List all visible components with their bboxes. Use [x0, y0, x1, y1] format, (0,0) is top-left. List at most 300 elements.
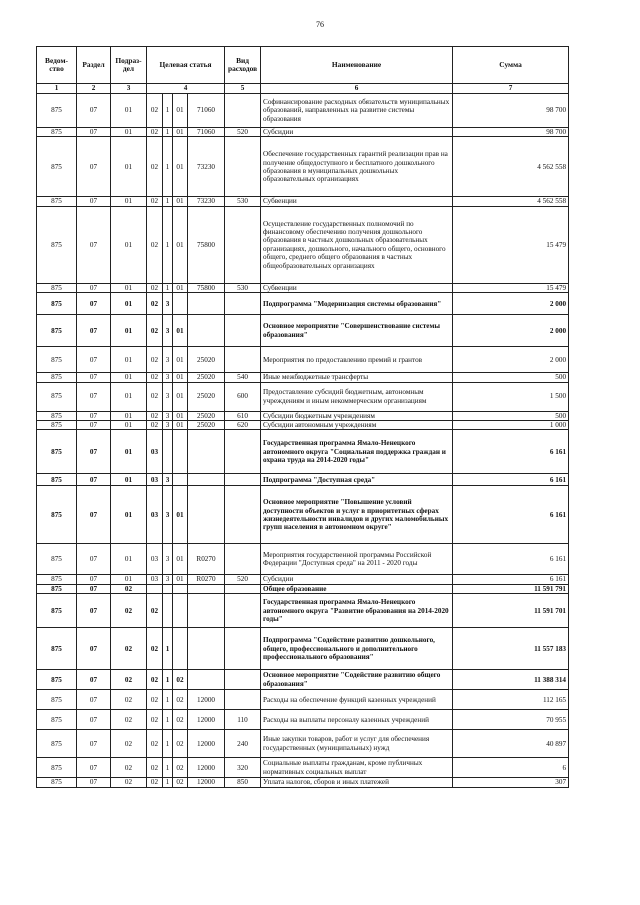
cell-dept: 875 [37, 197, 77, 206]
header-dept: Ведом-ство [37, 47, 77, 84]
cell-target-direction [188, 584, 225, 593]
table-row [37, 575, 569, 584]
cell-section: 07 [77, 94, 111, 128]
cell-name: Субсидии автономным учреждениям [261, 421, 453, 430]
cell-target-event: 02 [173, 670, 188, 690]
cell-target-event: 01 [173, 206, 188, 283]
cell-dept: 875 [37, 315, 77, 347]
cell-expense-type [225, 594, 261, 628]
cell-target-program: 02 [147, 594, 163, 628]
cell-name: Софинансирование расходных обязательств муниципальных образований, направленных на развитие системы образования [261, 94, 453, 128]
cell-subsection: 02 [111, 584, 147, 593]
cell-target-subprogram: 1 [163, 758, 173, 778]
cell-subsection: 01 [111, 315, 147, 347]
cell-name: Субсидии бюджетным учреждениям [261, 411, 453, 420]
cell-target-direction [188, 628, 225, 670]
cell-target-program: 02 [147, 128, 163, 137]
cell-target-event [173, 474, 188, 486]
cell-target-event [173, 293, 188, 315]
cell-target-program: 02 [147, 758, 163, 778]
cell-target-subprogram: 1 [163, 690, 173, 710]
cell-target-event [173, 430, 188, 474]
cell-target-program: 02 [147, 411, 163, 420]
cell-name: Основное мероприятие "Содействие развитию общего образования" [261, 670, 453, 690]
cell-target-program: 02 [147, 373, 163, 382]
cell-sum: 6 161 [453, 575, 569, 584]
cell-expense-type: 110 [225, 710, 261, 730]
cell-target-event: 02 [173, 710, 188, 730]
cell-expense-type: 620 [225, 421, 261, 430]
cell-sum: 500 [453, 373, 569, 382]
cell-target-direction: 25020 [188, 373, 225, 382]
cell-target-direction: 12000 [188, 730, 225, 758]
cell-section: 07 [77, 293, 111, 315]
cell-sum: 70 955 [453, 710, 569, 730]
cell-name: Субвенции [261, 283, 453, 292]
cell-dept: 875 [37, 710, 77, 730]
table-row [37, 730, 569, 758]
table-row [37, 94, 569, 128]
cell-target-subprogram: 3 [163, 474, 173, 486]
cell-expense-type: 610 [225, 411, 261, 420]
cell-subsection: 01 [111, 293, 147, 315]
cell-subsection: 02 [111, 690, 147, 710]
header-subsection: Подраз-дел [111, 47, 147, 84]
cell-target-program: 02 [147, 690, 163, 710]
cell-target-direction [188, 315, 225, 347]
cell-expense-type [225, 315, 261, 347]
cell-dept: 875 [37, 486, 77, 544]
cell-name: Предоставление субсидий бюджетным, автономным учреждениям и иным некоммерческим организациям [261, 382, 453, 411]
cell-target-subprogram: 3 [163, 347, 173, 373]
cell-target-direction: 12000 [188, 690, 225, 710]
cell-target-subprogram: 1 [163, 283, 173, 292]
cell-sum: 98 700 [453, 94, 569, 128]
cell-name: Государственная программа Ямало-Ненецкого автономного округа "Развитие образования на 2014-2020 годы" [261, 594, 453, 628]
cell-name: Иные закупки товаров, работ и услуг для обеспечения государственных (муниципальных) нужд [261, 730, 453, 758]
cell-subsection: 01 [111, 283, 147, 292]
column-number: 4 [147, 84, 225, 94]
table-row [37, 411, 569, 420]
header-section: Раздел [77, 47, 111, 84]
table-row [37, 758, 569, 778]
cell-name: Государственная программа Ямало-Ненецкого автономного округа "Социальная поддержка граждан и охрана труда на 2014-2020 годы" [261, 430, 453, 474]
cell-name: Осуществление государственных полномочий по финансовому обеспечению получения дошкольного образования в частных дошкольных образовательных организациях, дошкольного, начального общего, основного общего, среднего общего образования в частных общеобразовательных организациях [261, 206, 453, 283]
cell-target-program: 02 [147, 730, 163, 758]
cell-dept: 875 [37, 690, 77, 710]
cell-subsection: 02 [111, 670, 147, 690]
cell-sum: 307 [453, 778, 569, 787]
cell-target-program: 02 [147, 283, 163, 292]
cell-section: 07 [77, 710, 111, 730]
cell-target-event [173, 594, 188, 628]
cell-target-program: 02 [147, 206, 163, 283]
cell-subsection: 01 [111, 347, 147, 373]
cell-subsection: 01 [111, 128, 147, 137]
cell-section: 07 [77, 670, 111, 690]
table-row [37, 293, 569, 315]
cell-sum: 1 500 [453, 382, 569, 411]
cell-target-subprogram: 1 [163, 197, 173, 206]
cell-dept: 875 [37, 575, 77, 584]
cell-subsection: 01 [111, 382, 147, 411]
cell-dept: 875 [37, 283, 77, 292]
cell-dept: 875 [37, 382, 77, 411]
cell-target-direction: 25020 [188, 347, 225, 373]
table-row [37, 283, 569, 292]
cell-target-direction: 12000 [188, 758, 225, 778]
cell-subsection: 01 [111, 474, 147, 486]
cell-target-program: 02 [147, 382, 163, 411]
cell-target-subprogram [163, 584, 173, 593]
cell-section: 07 [77, 486, 111, 544]
cell-section: 07 [77, 347, 111, 373]
cell-expense-type [225, 137, 261, 197]
cell-section: 07 [77, 315, 111, 347]
cell-target-direction [188, 430, 225, 474]
cell-expense-type [225, 293, 261, 315]
cell-expense-type: 530 [225, 283, 261, 292]
cell-target-subprogram: 3 [163, 411, 173, 420]
cell-target-direction [188, 486, 225, 544]
cell-target-subprogram: 1 [163, 206, 173, 283]
cell-name: Расходы на выплаты персоналу казенных учреждений [261, 710, 453, 730]
cell-expense-type: 520 [225, 575, 261, 584]
cell-sum: 6 161 [453, 430, 569, 474]
cell-target-subprogram: 1 [163, 710, 173, 730]
table-body [37, 94, 569, 788]
cell-target-program: 02 [147, 347, 163, 373]
cell-target-subprogram: 3 [163, 575, 173, 584]
budget-table [36, 46, 569, 788]
cell-dept: 875 [37, 778, 77, 787]
header-name: Наименование [261, 47, 453, 84]
page-number: 76 [316, 20, 324, 29]
cell-subsection: 01 [111, 544, 147, 575]
table-row [37, 347, 569, 373]
cell-section: 07 [77, 628, 111, 670]
cell-target-event: 01 [173, 283, 188, 292]
cell-target-program: 03 [147, 486, 163, 544]
cell-section: 07 [77, 544, 111, 575]
cell-sum: 11 388 314 [453, 670, 569, 690]
cell-target-subprogram: 1 [163, 137, 173, 197]
table-row [37, 128, 569, 137]
cell-dept: 875 [37, 584, 77, 593]
cell-target-program: 02 [147, 778, 163, 787]
cell-expense-type [225, 690, 261, 710]
cell-dept: 875 [37, 347, 77, 373]
cell-dept: 875 [37, 730, 77, 758]
cell-target-program: 02 [147, 628, 163, 670]
cell-expense-type [225, 430, 261, 474]
cell-section: 07 [77, 137, 111, 197]
cell-target-event: 01 [173, 128, 188, 137]
cell-sum: 6 [453, 758, 569, 778]
cell-dept: 875 [37, 373, 77, 382]
cell-sum: 11 591 791 [453, 584, 569, 593]
cell-target-event: 01 [173, 421, 188, 430]
cell-target-program: 02 [147, 293, 163, 315]
cell-target-subprogram: 1 [163, 730, 173, 758]
cell-target-subprogram: 1 [163, 94, 173, 128]
cell-target-program: 03 [147, 544, 163, 575]
cell-sum: 1 000 [453, 421, 569, 430]
cell-target-event [173, 584, 188, 593]
cell-dept: 875 [37, 474, 77, 486]
cell-sum: 2 000 [453, 315, 569, 347]
cell-dept: 875 [37, 430, 77, 474]
cell-target-event: 01 [173, 137, 188, 197]
cell-target-direction [188, 670, 225, 690]
cell-name: Субсидии [261, 575, 453, 584]
column-number: 5 [225, 84, 261, 94]
cell-subsection: 01 [111, 575, 147, 584]
table-row [37, 315, 569, 347]
table-row [37, 373, 569, 382]
cell-section: 07 [77, 206, 111, 283]
cell-target-event: 01 [173, 347, 188, 373]
cell-section: 07 [77, 283, 111, 292]
cell-dept: 875 [37, 594, 77, 628]
cell-sum: 112 165 [453, 690, 569, 710]
cell-target-program: 02 [147, 315, 163, 347]
table-row [37, 197, 569, 206]
cell-section: 07 [77, 575, 111, 584]
cell-target-subprogram: 3 [163, 486, 173, 544]
cell-section: 07 [77, 474, 111, 486]
cell-target-event: 01 [173, 544, 188, 575]
cell-expense-type [225, 94, 261, 128]
cell-expense-type [225, 584, 261, 593]
cell-target-program: 02 [147, 94, 163, 128]
cell-section: 07 [77, 778, 111, 787]
cell-subsection: 02 [111, 758, 147, 778]
cell-subsection: 02 [111, 778, 147, 787]
cell-expense-type: 850 [225, 778, 261, 787]
cell-subsection: 01 [111, 94, 147, 128]
cell-target-program: 03 [147, 430, 163, 474]
table-row [37, 544, 569, 575]
cell-target-program: 02 [147, 710, 163, 730]
cell-name: Подпрограмма "Модернизация системы образования" [261, 293, 453, 315]
cell-target-subprogram [163, 430, 173, 474]
column-number: 7 [453, 84, 569, 94]
table-row [37, 670, 569, 690]
cell-target-direction: 75800 [188, 206, 225, 283]
cell-target-direction: R0270 [188, 544, 225, 575]
cell-target-subprogram [163, 594, 173, 628]
cell-dept: 875 [37, 544, 77, 575]
cell-target-event: 01 [173, 373, 188, 382]
table-row [37, 628, 569, 670]
cell-expense-type [225, 628, 261, 670]
cell-target-event: 02 [173, 758, 188, 778]
cell-section: 07 [77, 411, 111, 420]
table-row [37, 710, 569, 730]
cell-name: Мероприятия государственной программы Российской Федерации "Доступная среда" на 2011 - 2020 годы [261, 544, 453, 575]
cell-sum: 2 000 [453, 293, 569, 315]
cell-section: 07 [77, 690, 111, 710]
cell-expense-type [225, 206, 261, 283]
cell-sum: 11 591 701 [453, 594, 569, 628]
cell-sum: 500 [453, 411, 569, 420]
cell-dept: 875 [37, 94, 77, 128]
cell-target-event: 01 [173, 197, 188, 206]
cell-subsection: 02 [111, 710, 147, 730]
cell-name: Мероприятия по предоставлению премий и грантов [261, 347, 453, 373]
cell-subsection: 02 [111, 730, 147, 758]
cell-target-subprogram: 3 [163, 544, 173, 575]
cell-dept: 875 [37, 670, 77, 690]
cell-sum: 6 161 [453, 474, 569, 486]
cell-name: Иные межбюджетные трансферты [261, 373, 453, 382]
cell-target-subprogram: 3 [163, 315, 173, 347]
cell-target-event: 02 [173, 690, 188, 710]
cell-sum: 40 897 [453, 730, 569, 758]
table-row [37, 594, 569, 628]
cell-dept: 875 [37, 421, 77, 430]
cell-sum: 6 161 [453, 486, 569, 544]
cell-subsection: 01 [111, 373, 147, 382]
cell-target-event [173, 628, 188, 670]
cell-name: Подпрограмма "Доступная среда" [261, 474, 453, 486]
table-row [37, 206, 569, 283]
cell-name: Субвенции [261, 197, 453, 206]
cell-target-subprogram: 3 [163, 421, 173, 430]
cell-sum: 15 479 [453, 283, 569, 292]
table-row [37, 382, 569, 411]
cell-target-program: 02 [147, 197, 163, 206]
cell-name: Основное мероприятие "Повышение условий доступности объектов и услуг в приоритетных сферах жизнедеятельности инвалидов и других маломобильных групп населения в автономном округе" [261, 486, 453, 544]
cell-target-direction: 75800 [188, 283, 225, 292]
cell-target-direction: 12000 [188, 778, 225, 787]
cell-target-event: 01 [173, 411, 188, 420]
cell-section: 07 [77, 584, 111, 593]
table-row [37, 584, 569, 593]
column-number: 6 [261, 84, 453, 94]
table-row [37, 474, 569, 486]
cell-subsection: 02 [111, 628, 147, 670]
cell-expense-type: 530 [225, 197, 261, 206]
cell-subsection: 01 [111, 486, 147, 544]
cell-name: Общее образование [261, 584, 453, 593]
cell-name: Субсидии [261, 128, 453, 137]
cell-target-subprogram: 1 [163, 670, 173, 690]
cell-target-direction: 25020 [188, 382, 225, 411]
cell-target-direction: 25020 [188, 411, 225, 420]
cell-name: Социальные выплаты гражданам, кроме публичных нормативных социальных выплат [261, 758, 453, 778]
cell-target-event: 01 [173, 382, 188, 411]
cell-target-direction: 71060 [188, 128, 225, 137]
cell-sum: 4 562 558 [453, 197, 569, 206]
table-row [37, 421, 569, 430]
cell-section: 07 [77, 382, 111, 411]
cell-expense-type: 540 [225, 373, 261, 382]
cell-target-event: 02 [173, 730, 188, 758]
cell-dept: 875 [37, 128, 77, 137]
cell-dept: 875 [37, 411, 77, 420]
cell-target-subprogram: 3 [163, 382, 173, 411]
cell-section: 07 [77, 730, 111, 758]
cell-sum: 15 479 [453, 206, 569, 283]
table-row [37, 137, 569, 197]
cell-sum: 4 562 558 [453, 137, 569, 197]
cell-section: 07 [77, 128, 111, 137]
cell-target-program: 02 [147, 421, 163, 430]
cell-dept: 875 [37, 293, 77, 315]
cell-dept: 875 [37, 206, 77, 283]
cell-target-program: 03 [147, 474, 163, 486]
cell-section: 07 [77, 594, 111, 628]
cell-subsection: 01 [111, 197, 147, 206]
cell-section: 07 [77, 373, 111, 382]
cell-target-direction: 71060 [188, 94, 225, 128]
cell-section: 07 [77, 758, 111, 778]
cell-subsection: 01 [111, 137, 147, 197]
cell-sum: 98 700 [453, 128, 569, 137]
cell-expense-type: 600 [225, 382, 261, 411]
cell-expense-type [225, 486, 261, 544]
cell-target-subprogram: 3 [163, 293, 173, 315]
cell-target-subprogram: 1 [163, 778, 173, 787]
table-row [37, 778, 569, 787]
cell-dept: 875 [37, 628, 77, 670]
cell-expense-type [225, 544, 261, 575]
cell-target-event: 01 [173, 575, 188, 584]
cell-target-event: 01 [173, 315, 188, 347]
cell-name: Расходы на обеспечение функций казенных учреждений [261, 690, 453, 710]
header-target: Целевая статья [147, 47, 225, 84]
cell-expense-type [225, 474, 261, 486]
cell-target-direction [188, 594, 225, 628]
cell-dept: 875 [37, 137, 77, 197]
cell-subsection: 01 [111, 411, 147, 420]
cell-target-program [147, 584, 163, 593]
cell-expense-type: 240 [225, 730, 261, 758]
cell-target-direction: 73230 [188, 197, 225, 206]
column-number: 3 [111, 84, 147, 94]
cell-section: 07 [77, 421, 111, 430]
table-row [37, 690, 569, 710]
cell-expense-type [225, 670, 261, 690]
cell-expense-type [225, 347, 261, 373]
cell-target-event: 02 [173, 778, 188, 787]
column-number: 2 [77, 84, 111, 94]
column-number: 1 [37, 84, 77, 94]
cell-target-subprogram: 1 [163, 128, 173, 137]
table-row [37, 430, 569, 474]
cell-target-direction [188, 474, 225, 486]
cell-dept: 875 [37, 758, 77, 778]
table-row [37, 486, 569, 544]
cell-target-direction: 73230 [188, 137, 225, 197]
cell-section: 07 [77, 197, 111, 206]
cell-target-program: 03 [147, 575, 163, 584]
cell-target-direction: R0270 [188, 575, 225, 584]
cell-subsection: 01 [111, 421, 147, 430]
cell-name: Уплата налогов, сборов и иных платежей [261, 778, 453, 787]
cell-name: Основное мероприятие "Совершенствование системы образования" [261, 315, 453, 347]
cell-name: Подпрограмма "Содействие развитию дошкольного, общего, профессионального и дополнительного профессионального образования" [261, 628, 453, 670]
cell-target-event: 01 [173, 94, 188, 128]
cell-target-event: 01 [173, 486, 188, 544]
cell-sum: 6 161 [453, 544, 569, 575]
cell-subsection: 01 [111, 430, 147, 474]
cell-target-subprogram: 3 [163, 373, 173, 382]
cell-target-program: 02 [147, 137, 163, 197]
cell-target-direction: 25020 [188, 421, 225, 430]
